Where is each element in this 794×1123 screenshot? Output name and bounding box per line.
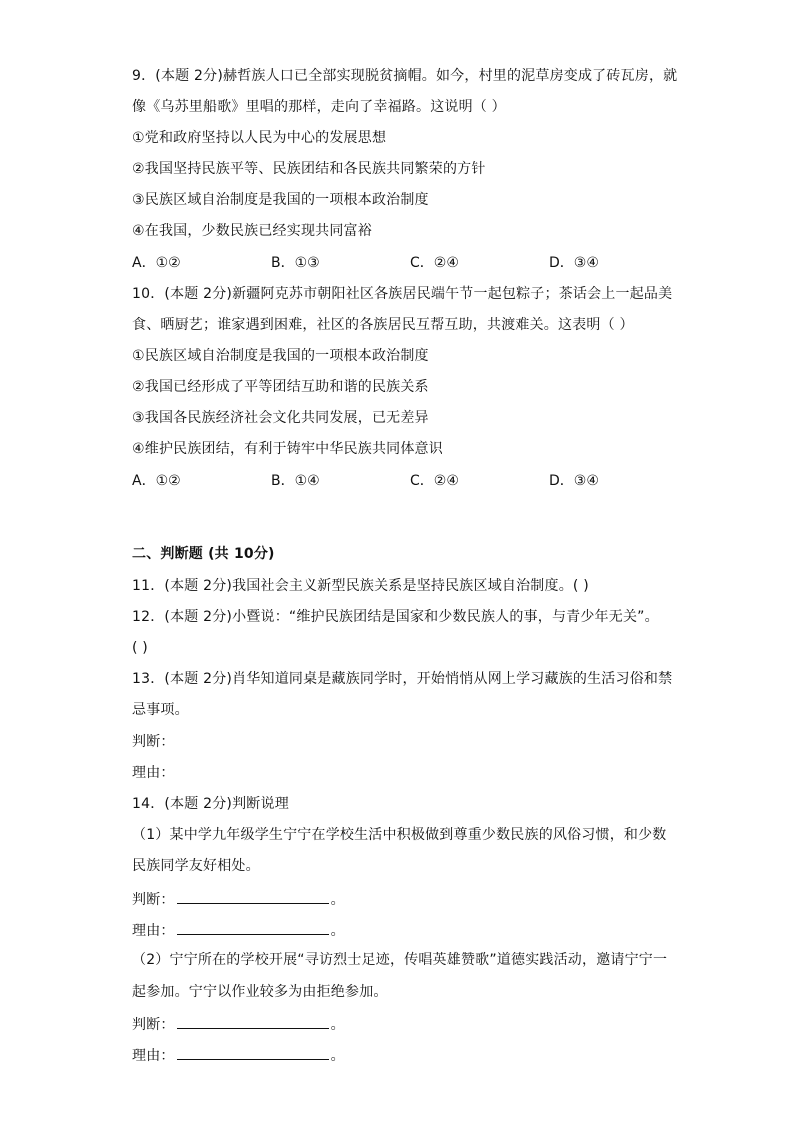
q9-option-c[interactable]: C．②④ [410, 255, 459, 271]
period: 。 [330, 1017, 345, 1033]
q13-judge-label: 判断： [132, 734, 175, 750]
judge-label: 判断： [132, 892, 175, 908]
q13-stem-line2: 忌事项。 [132, 702, 189, 718]
judge-answer-blank[interactable] [177, 1014, 329, 1029]
reason-label: 理由： [132, 923, 175, 939]
section-title: 二、判断题 (共 10分) [132, 546, 275, 562]
q12-stem-line2: ( ) [132, 640, 148, 656]
q9-option-a[interactable]: A．①② [132, 255, 181, 271]
q13-stem-line1: 13．(本题 2分)肖华知道同桌是藏族同学时，开始悄悄从网上学习藏族的生活习俗和禁 [132, 671, 673, 687]
q9-stem-line2: 像《乌苏里船歌》里唱的那样，走向了幸福路。这说明（ ） [132, 99, 506, 115]
q14-part1-reason [132, 920, 345, 940]
q10-item-2: ②我国已经形成了平等团结互助和谐的民族关系 [132, 379, 429, 395]
q10-item-3: ③我国各民族经济社会文化共同发展，已无差异 [132, 410, 429, 426]
q9-item-4: ④在我国，少数民族已经实现共同富裕 [132, 223, 372, 239]
judge-answer-blank[interactable] [177, 889, 329, 904]
q9-item-2: ②我国坚持民族平等、民族团结和各民族共同繁荣的方针 [132, 161, 486, 177]
q9-option-d[interactable]: D．③④ [549, 255, 599, 271]
judge-label: 判断： [132, 1017, 175, 1033]
q11-stem: 11．(本题 2分)我国社会主义新型民族关系是坚持民族区域自治制度。( ) [132, 578, 589, 594]
reason-answer-blank[interactable] [177, 1045, 329, 1060]
reason-answer-blank[interactable] [177, 920, 329, 935]
q10-option-a[interactable]: A．①② [132, 473, 181, 489]
q10-item-4: ④维护民族团结，有利于铸牢中华民族共同体意识 [132, 441, 443, 457]
q14-title: 14．(本题 2分)判断说理 [132, 796, 289, 812]
q14-part2-reason [132, 1045, 345, 1065]
q14-part2-line2: 起参加。宁宁以作业较多为由拒绝参加。 [132, 984, 388, 1000]
q14-part1-line1: （1）某中学九年级学生宁宁在学校生活中积极做到尊重少数民族的风俗习惯，和少数 [132, 827, 667, 843]
q14-part2-judge [132, 1014, 345, 1034]
q10-stem-line2: 食、晒厨艺；谁家遇到困难，社区的各族居民互帮互助，共渡难关。这表明（ ） [132, 317, 634, 333]
q10-item-1: ①民族区域自治制度是我国的一项根本政治制度 [132, 348, 429, 364]
q14-part2-line1: （2）宁宁所在的学校开展“寻访烈士足迹，传唱英雄赞歌”道德实践活动，邀请宁宁一 [132, 952, 668, 968]
q10-option-c[interactable]: C．②④ [410, 473, 459, 489]
q12-stem-line1: 12．(本题 2分)小暨说：“维护民族团结是国家和少数民族人的事，与青少年无关”。 [132, 609, 659, 625]
q14-part1-line2: 民族同学友好相处。 [132, 858, 260, 874]
q9-item-1: ①党和政府坚持以人民为中心的发展思想 [132, 130, 387, 146]
q10-option-d[interactable]: D．③④ [549, 473, 599, 489]
period: 。 [330, 923, 345, 939]
q10-stem-line1: 10．(本题 2分)新疆阿克苏市朝阳社区各族居民端午节一起包粽子；茶话会上一起品美 [132, 286, 673, 302]
q9-item-3: ③民族区域自治制度是我国的一项根本政治制度 [132, 192, 429, 208]
q14-part1-judge [132, 889, 345, 909]
period: 。 [330, 1048, 345, 1064]
q9-stem-line1: 9．(本题 2分)赫哲族人口已全部实现脱贫摘帽。如今，村里的泥草房变成了砖瓦房，就 [132, 68, 678, 84]
reason-label: 理由： [132, 1048, 175, 1064]
period: 。 [330, 892, 345, 908]
q10-option-b[interactable]: B．①④ [271, 473, 320, 489]
q9-option-b[interactable]: B．①③ [271, 255, 320, 271]
q13-reason-label: 理由： [132, 765, 175, 781]
